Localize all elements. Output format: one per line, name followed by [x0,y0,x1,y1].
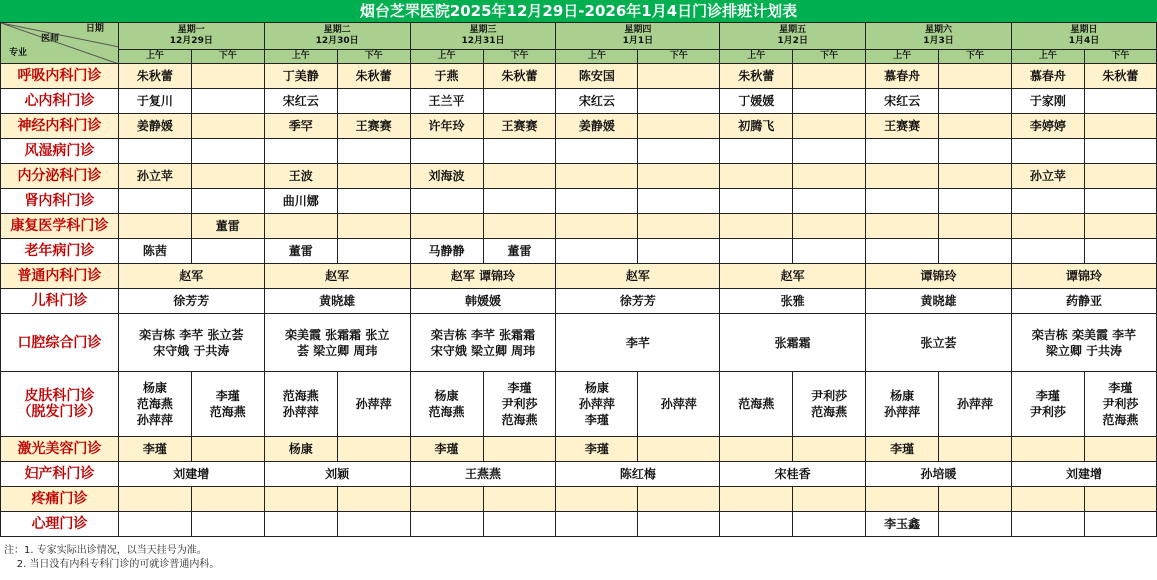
pm-cell [483,437,556,462]
pm-cell [638,139,720,164]
am-cell: 刘海波 [410,164,483,189]
corner-specialty-label: 专业 [9,48,28,58]
day-cell: 栾吉栋 栾美霞 李芊 梁立卿 于共涛 [1011,314,1156,372]
day-cell: 孙培暖 [866,462,1012,487]
corner-date-label: 日期 [85,24,104,34]
pm-header: 下午 [939,50,1012,64]
pm-cell [191,114,264,139]
pm-cell [1084,487,1156,512]
pm-cell [939,214,1012,239]
am-cell: 初腾飞 [720,114,793,139]
pm-cell: 李瑾 尹利莎 范海燕 [1084,372,1156,437]
am-cell [720,189,793,214]
am-cell: 范海燕 [720,372,793,437]
schedule-row [1,289,1157,314]
am-cell [720,512,793,537]
pm-cell [1084,114,1156,139]
pm-cell [939,139,1012,164]
day-header [720,23,866,50]
day-cell: 李芊 [556,314,720,372]
am-cell [118,214,191,239]
specialty-label: 神经内科门诊 [1,114,119,139]
pm-cell [939,64,1012,89]
am-cell [264,512,337,537]
pm-cell [793,164,866,189]
pm-cell [793,189,866,214]
pm-cell [793,239,866,264]
schedule-row [1,139,1157,164]
pm-cell [1084,89,1156,114]
pm-cell [337,189,410,214]
specialty-label: 内分泌科门诊 [1,164,119,189]
pm-cell [638,214,720,239]
day-cell: 赵军 谭锦玲 [410,264,556,289]
am-cell: 杨康 [264,437,337,462]
pm-cell [191,89,264,114]
pm-cell [337,239,410,264]
weekday-label: 星期日 [1070,25,1098,35]
pm-cell: 朱秋蕾 [1084,64,1156,89]
am-cell: 丁美静 [264,64,337,89]
pm-cell [483,139,556,164]
am-cell [866,239,939,264]
am-cell: 李瑾 [410,437,483,462]
pm-cell: 孙萍萍 [638,372,720,437]
pm-cell [793,437,866,462]
day-header [1011,23,1156,50]
am-cell [1011,139,1084,164]
am-cell [410,487,483,512]
pm-cell: 朱秋蕾 [483,64,556,89]
specialty-label: 呼吸内科门诊 [1,64,119,89]
am-cell: 慕春舟 [866,64,939,89]
am-cell [720,487,793,512]
day-cell: 刘建增 [118,462,264,487]
pm-cell [483,214,556,239]
pm-cell [1084,437,1156,462]
am-cell [556,487,638,512]
day-cell: 张立荟 [866,314,1012,372]
pm-cell [1084,214,1156,239]
pm-cell: 王赛赛 [483,114,556,139]
pm-cell [939,437,1012,462]
pm-cell [939,487,1012,512]
pm-cell [939,114,1012,139]
pm-cell [939,164,1012,189]
schedule-row [1,114,1157,139]
pm-cell: 董雷 [483,239,556,264]
am-cell: 慕春舟 [1011,64,1084,89]
pm-cell [191,437,264,462]
day-cell: 刘颖 [264,462,410,487]
pm-cell [191,164,264,189]
am-cell: 杨康 范海燕 孙萍萍 [118,372,191,437]
am-header: 上午 [556,50,638,64]
pm-cell: 李瑾 范海燕 [191,372,264,437]
am-cell: 姜静媛 [118,114,191,139]
pm-cell [483,164,556,189]
pm-cell [638,437,720,462]
day-header [118,23,264,50]
am-cell [118,512,191,537]
am-cell: 孙立苹 [118,164,191,189]
day-cell: 药静亚 [1011,289,1156,314]
date-label: 1月4日 [1068,36,1100,46]
am-cell: 陈安国 [556,64,638,89]
am-cell [720,164,793,189]
corner-doctor-label: 医师 [41,34,60,44]
am-cell: 范海燕 孙萍萍 [264,372,337,437]
pm-cell [793,512,866,537]
schedule-row [1,239,1157,264]
pm-header: 下午 [191,50,264,64]
pm-cell [939,189,1012,214]
schedule-row [1,437,1157,462]
am-cell [1011,189,1084,214]
day-cell: 陈红梅 [556,462,720,487]
specialty-label: 心理门诊 [1,512,119,537]
pm-cell: 王赛赛 [337,114,410,139]
am-cell: 宋红云 [264,89,337,114]
day-cell: 徐芳芳 [118,289,264,314]
pm-cell [793,139,866,164]
am-cell [410,512,483,537]
pm-cell [483,189,556,214]
am-cell [410,214,483,239]
header-corner-cell [1,23,119,64]
footnotes [4,544,219,572]
am-cell: 宋红云 [866,89,939,114]
am-cell [118,139,191,164]
am-cell: 王赛赛 [866,114,939,139]
pm-cell: 尹利莎 范海燕 [793,372,866,437]
am-cell [118,189,191,214]
am-cell: 朱秋蕾 [720,64,793,89]
pm-cell [939,89,1012,114]
day-header [264,23,410,50]
am-cell [1011,437,1084,462]
date-label: 12月30日 [315,36,359,46]
pm-cell [638,189,720,214]
date-label: 1月1日 [622,36,654,46]
date-label: 12月31日 [461,36,505,46]
day-cell: 栾吉栋 李芊 张立荟 宋守娥 于共涛 [118,314,264,372]
am-cell: 李瑾 尹利莎 [1011,372,1084,437]
am-cell [118,487,191,512]
am-cell: 季罕 [264,114,337,139]
am-cell [1011,239,1084,264]
am-cell: 于家刚 [1011,89,1084,114]
pm-cell [638,487,720,512]
am-cell [410,139,483,164]
day-header [410,23,556,50]
am-cell: 姜静媛 [556,114,638,139]
day-cell: 张霜霜 [720,314,866,372]
am-cell [264,487,337,512]
pm-cell [638,64,720,89]
am-cell [556,214,638,239]
am-cell [556,139,638,164]
weekday-label: 星期五 [779,25,807,35]
pm-cell [793,89,866,114]
am-cell [720,437,793,462]
schedule-row [1,64,1157,89]
pm-cell [638,114,720,139]
schedule-row [1,487,1157,512]
pm-cell [1084,139,1156,164]
day-cell: 栾美霞 张霜霜 张立 荟 梁立卿 周玮 [264,314,410,372]
am-cell [866,139,939,164]
am-cell: 李玉鑫 [866,512,939,537]
schedule-row [1,189,1157,214]
pm-cell: 孙萍萍 [337,372,410,437]
am-header: 上午 [118,50,191,64]
pm-cell [793,214,866,239]
specialty-label: 风湿病门诊 [1,139,119,164]
schedule-row [1,164,1157,189]
am-header: 上午 [720,50,793,64]
am-cell [556,239,638,264]
schedule-row [1,214,1157,239]
am-header: 上午 [866,50,939,64]
pm-cell [337,487,410,512]
am-cell [866,164,939,189]
am-cell [720,239,793,264]
footnote-1: 注：1. 专家实际出诊情况，以当天挂号为准。 [4,545,207,556]
am-cell [410,189,483,214]
day-cell: 黄晓雄 [264,289,410,314]
weekday-label: 星期四 [624,25,652,35]
specialty-label: 皮肤科门诊 （脱发门诊） [1,372,119,437]
am-header: 上午 [1011,50,1084,64]
am-cell: 孙立苹 [1011,164,1084,189]
pm-cell [793,487,866,512]
am-cell [556,164,638,189]
pm-cell [638,164,720,189]
specialty-label: 激光美容门诊 [1,437,119,462]
pm-cell [939,512,1012,537]
am-cell: 杨康 范海燕 [410,372,483,437]
pm-header: 下午 [638,50,720,64]
specialty-label: 心内科门诊 [1,89,119,114]
schedule-row [1,89,1157,114]
pm-cell [337,512,410,537]
day-cell: 赵军 [556,264,720,289]
pm-cell [638,512,720,537]
am-cell: 王兰平 [410,89,483,114]
pm-cell [793,114,866,139]
day-cell: 刘建增 [1011,462,1156,487]
am-cell: 丁媛媛 [720,89,793,114]
pm-cell [483,89,556,114]
pm-header: 下午 [1084,50,1156,64]
am-cell: 董雷 [264,239,337,264]
day-cell: 赵军 [264,264,410,289]
am-cell: 宋红云 [556,89,638,114]
am-cell: 李瑾 [866,437,939,462]
am-cell: 马静静 [410,239,483,264]
am-cell [1011,487,1084,512]
schedule-row [1,462,1157,487]
specialty-label: 康复医学科门诊 [1,214,119,239]
pm-cell [191,239,264,264]
specialty-label: 肾内科门诊 [1,189,119,214]
am-cell [866,189,939,214]
pm-cell [1084,189,1156,214]
am-cell: 李婷婷 [1011,114,1084,139]
day-cell: 徐芳芳 [556,289,720,314]
date-label: 12月29日 [169,36,213,46]
pm-cell [939,239,1012,264]
pm-cell [337,89,410,114]
am-cell [556,512,638,537]
day-cell: 赵军 [118,264,264,289]
schedule-table [0,22,1157,537]
am-cell [264,139,337,164]
am-header: 上午 [264,50,337,64]
am-cell: 陈茜 [118,239,191,264]
am-cell [720,214,793,239]
pm-cell [483,512,556,537]
pm-cell [191,487,264,512]
day-header [866,23,1012,50]
am-cell: 许年玲 [410,114,483,139]
specialty-label: 普通内科门诊 [1,264,119,289]
am-cell: 于复川 [118,89,191,114]
am-cell [866,487,939,512]
pm-cell: 孙萍萍 [939,372,1012,437]
pm-cell: 李瑾 尹利莎 范海燕 [483,372,556,437]
day-cell: 谭锦玲 [866,264,1012,289]
day-cell: 张雅 [720,289,866,314]
day-cell: 王燕燕 [410,462,556,487]
pm-cell [483,487,556,512]
date-label: 1月3日 [923,36,954,46]
day-cell: 栾吉栋 李芊 张霜霜 宋守娥 梁立卿 周玮 [410,314,556,372]
pm-cell [1084,512,1156,537]
schedule-row [1,264,1157,289]
pm-cell: 董雷 [191,214,264,239]
sheet-title: 烟台芝罘医院2025年12月29日-2026年1月4日门诊排班计划表 [0,0,1157,23]
am-cell [1011,512,1084,537]
pm-cell [638,239,720,264]
pm-cell [337,214,410,239]
pm-cell [191,139,264,164]
am-cell [720,139,793,164]
am-cell [264,214,337,239]
pm-header: 下午 [483,50,556,64]
schedule-row [1,314,1157,372]
am-cell: 曲川娜 [264,189,337,214]
pm-cell [1084,239,1156,264]
pm-header: 下午 [337,50,410,64]
date-label: 1月2日 [777,36,808,46]
am-cell: 李瑾 [118,437,191,462]
am-header: 上午 [410,50,483,64]
pm-cell: 朱秋蕾 [337,64,410,89]
weekday-label: 星期二 [323,25,351,35]
pm-header: 下午 [793,50,866,64]
schedule-row [1,512,1157,537]
specialty-label: 老年病门诊 [1,239,119,264]
weekday-label: 星期一 [177,25,205,35]
pm-cell [191,189,264,214]
weekday-label: 星期六 [925,25,953,35]
pm-cell [638,89,720,114]
am-cell: 朱秋蕾 [118,64,191,89]
am-cell: 李瑾 [556,437,638,462]
schedule-row [1,372,1157,437]
day-cell: 黄晓雄 [866,289,1012,314]
pm-cell [191,64,264,89]
am-cell [1011,214,1084,239]
pm-cell [793,64,866,89]
specialty-label: 妇产科门诊 [1,462,119,487]
day-cell: 韩媛媛 [410,289,556,314]
specialty-label: 疼痛门诊 [1,487,119,512]
specialty-label: 口腔综合门诊 [1,314,119,372]
specialty-label: 儿科门诊 [1,289,119,314]
am-cell: 杨康 孙萍萍 [866,372,939,437]
am-cell: 杨康 孙萍萍 李瑾 [556,372,638,437]
pm-cell [191,512,264,537]
am-cell: 于燕 [410,64,483,89]
am-cell [556,189,638,214]
day-cell: 赵军 [720,264,866,289]
am-cell: 王波 [264,164,337,189]
pm-cell [1084,164,1156,189]
pm-cell [337,164,410,189]
am-cell [866,214,939,239]
day-header [556,23,720,50]
weekday-label: 星期三 [469,25,497,35]
pm-cell [337,437,410,462]
pm-cell [337,139,410,164]
footnote-2: 2. 当日没有内科专科门诊的可就诊普通内科。 [4,559,220,570]
day-cell: 谭锦玲 [1011,264,1156,289]
day-cell: 宋桂香 [720,462,866,487]
